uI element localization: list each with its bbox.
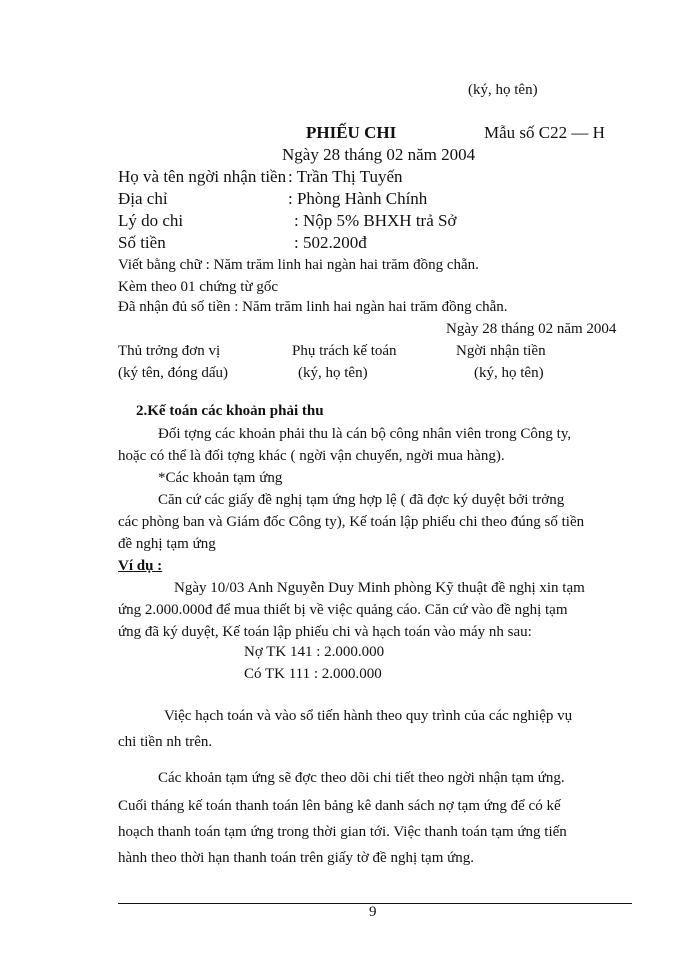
field-value-address: : Phòng Hành Chính	[288, 189, 428, 208]
field-value-amount: : 502.200đ	[294, 233, 367, 252]
para1-line-1: Đối tợng các khoản phải thu là cán bộ công nhân viên trong Công ty,	[158, 426, 572, 442]
example-label: Ví dụ :	[118, 558, 163, 574]
para2-line-3: đề nghị tạm ứng	[118, 536, 216, 552]
signature-note-director: (ký tên, đóng dấu)	[118, 365, 228, 381]
form-number: Mẫu số C22 — H	[484, 123, 605, 142]
para4-line-1: Các khoản tạm ứng sẽ đợc theo dõi chi tiết theo ngời nhận tạm ứng.	[158, 770, 565, 786]
para3-line-2: chi tiền nh trên.	[118, 734, 213, 750]
attachments-line: Kèm theo 01 chứng từ gốc	[118, 279, 278, 295]
field-label-recipient: Họ và tên ngời nhận tiền	[118, 167, 287, 186]
amount-in-words: Viết bằng chữ : Năm trăm linh hai ngàn hai trăm đồng chẵn.	[118, 257, 479, 273]
header-note: (ký, họ tên)	[468, 82, 538, 98]
example-line-3: ứng đã ký duyệt, Kế toán lập phiếu chi và hạch toán vào máy nh sau:	[118, 624, 532, 640]
signature-role-director: Thủ trởng đơn vị	[118, 343, 221, 359]
field-value-reason: : Nộp 5% BHXH trả Sở	[294, 211, 457, 230]
example-line-2: ứng 2.000.000đ để mua thiết bị về việc quảng cáo. Căn cứ vào đề nghị tạm	[118, 602, 568, 618]
page-number: 9	[369, 904, 377, 920]
received-line: Đã nhận đủ số tiền : Năm trăm linh hai ngàn hai trăm đồng chẵn.	[118, 299, 508, 315]
entry-credit: Có TK 111 : 2.000.000	[244, 666, 382, 682]
field-value-recipient: : Trần Thị Tuyến	[288, 167, 403, 186]
para1-line-2: hoặc có thể là đối tợng khác ( ngời vận chuyển, ngời mua hàng).	[118, 448, 505, 464]
signature-note-chief-accountant: (ký, họ tên)	[298, 365, 368, 381]
entry-debit: Nợ TK 141 : 2.000.000	[244, 644, 385, 660]
signature-role-recipient: Ngời nhận tiền	[456, 343, 546, 359]
example-line-1: Ngày 10/03 Anh Nguyễn Duy Minh phòng Kỹ thuật đề nghị xin tạm	[174, 580, 585, 596]
para3-line-1: Việc hạch toán và vào sổ tiến hành theo quy trình của các nghiệp vụ	[164, 708, 573, 724]
para4-line-2: Cuối tháng kế toán thanh toán lên bảng kê danh sách nợ tạm ứng để có kế	[118, 798, 561, 814]
sign-date: Ngày 28 tháng 02 năm 2004	[446, 321, 617, 337]
signature-role-chief-accountant: Phụ trách kế toán	[292, 343, 397, 359]
para4-line-3: hoạch thanh toán tạm ứng trong thời gian tới. Việc thanh toán tạm ứng tiến	[118, 824, 567, 840]
signature-note-recipient: (ký, họ tên)	[474, 365, 544, 381]
para2-line-2: các phòng ban và Giám đốc Công ty), Kế toán lập phiếu chi theo đúng số tiền	[118, 514, 585, 530]
field-label-reason: Lý do chi	[118, 211, 184, 230]
voucher-date: Ngày 28 tháng 02 năm 2004	[282, 145, 476, 164]
field-label-address: Địa chỉ	[118, 189, 168, 208]
subheading: *Các khoản tạm ứng	[158, 470, 283, 486]
section-heading: 2.Kế toán các khoản phải thu	[136, 403, 324, 419]
para2-line-1: Căn cứ các giấy đề nghị tạm ứng hợp lệ ( đã đợc ký duyệt bởi trởng	[158, 492, 565, 508]
para4-line-4: hành theo thời hạn thanh toán trên giấy tờ đề nghị tạm ứng.	[118, 850, 475, 866]
voucher-title: PHIẾU CHI	[306, 123, 397, 142]
field-label-amount: Số tiền	[118, 233, 166, 252]
